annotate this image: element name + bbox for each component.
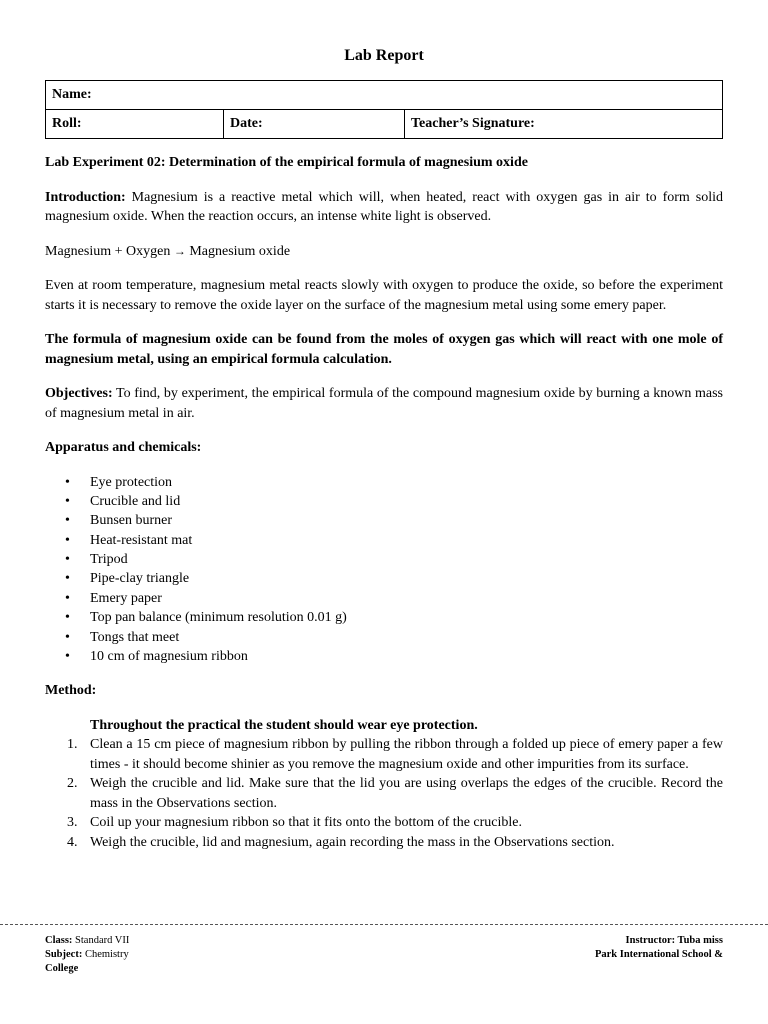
list-item: • Heat-resistant mat	[45, 531, 723, 550]
bullet-icon: •	[65, 474, 70, 490]
bullet-icon: •	[65, 532, 70, 548]
bullet-icon: •	[65, 629, 70, 645]
list-item: • Top pan balance (minimum resolution 0.01 g)	[45, 608, 723, 627]
objectives-paragraph	[45, 384, 723, 423]
safety-instruction: Throughout the practical the student should wear eye protection.	[90, 717, 478, 733]
method-steps	[45, 735, 723, 852]
formula-paragraph: The formula of magnesium oxide can be found from the moles of oxygen gas which will react with one mole of magnesium metal, using an empirical formula calculation.	[45, 332, 723, 367]
footer-class-info	[45, 934, 165, 976]
instructor-text: Instructor: Tuba miss	[625, 935, 723, 946]
student-info-table	[45, 80, 723, 139]
room-temp-paragraph: Even at room temperature, magnesium metal reacts slowly with oxygen to produce the oxide, so before the experiment starts it is necessary to remove the oxide layer on the surface of the magnesium metal using some emery paper.	[45, 278, 723, 313]
footer-instructor-info	[523, 934, 723, 962]
class-label: Class:	[45, 935, 73, 946]
list-item: 2. Weigh the crucible and lid. Make sure that the lid you are using overlaps the edges of the crucible. Record the mass in the Observations section.	[67, 776, 723, 811]
apparatus-list	[45, 473, 723, 667]
list-item: • Eye protection	[45, 473, 723, 492]
bullet-icon: •	[65, 552, 70, 568]
introduction-text: Magnesium is a reactive metal which will, when heated, react with oxygen gas in air to form solid magnesium oxide. When the reaction occurs, an intense white light is observed.	[45, 189, 723, 224]
list-item: • Tongs that meet	[45, 628, 723, 647]
objectives-label: Objectives:	[45, 386, 113, 401]
school-text: Park International School &	[594, 949, 723, 960]
footer-divider	[0, 924, 768, 925]
page-title: Lab Report	[344, 47, 424, 64]
list-item: 1. Clean a 15 cm piece of magnesium ribbon by pulling the ribbon through a folded up piece of emery paper a few times - it should become shinier as you remove the magnesium oxide and other impurities from its surface.	[67, 737, 723, 772]
list-item: • Pipe-clay triangle	[45, 569, 723, 588]
list-item: • Tripod	[45, 550, 723, 569]
subject-value: Chemistry	[82, 949, 129, 960]
list-item: 4. Weigh the crucible, lid and magnesium, again recording the mass in the Observations section.	[67, 834, 615, 850]
objectives-text: To find, by experiment, the empirical formula of the compound magnesium oxide by burning a known mass of magnesium metal in air.	[45, 386, 723, 421]
bullet-icon: •	[65, 590, 70, 606]
list-item: • Bunsen burner	[45, 511, 723, 530]
list-item: 3. Coil up your magnesium ribbon so that it fits onto the bottom of the crucible.	[67, 815, 522, 831]
name-cell: Name:	[46, 81, 723, 110]
method-heading: Method:	[45, 683, 97, 699]
arrow-icon: →	[173, 243, 186, 258]
list-item: • Emery paper	[45, 589, 723, 608]
college-text: College	[45, 963, 79, 974]
introduction-label: Introduction:	[45, 189, 126, 205]
equation-reactants: Magnesium + Oxygen	[45, 243, 171, 259]
report-body	[45, 153, 723, 852]
bullet-icon: •	[65, 493, 70, 509]
introduction-paragraph	[45, 188, 723, 227]
signature-cell: Teacher’s Signature:	[405, 110, 723, 139]
bullet-icon: •	[65, 571, 70, 587]
bullet-icon: •	[65, 513, 70, 529]
list-item: • 10 cm of magnesium ribbon	[45, 647, 723, 666]
roll-cell: Roll:	[46, 110, 224, 139]
bullet-icon: •	[65, 610, 70, 626]
experiment-title: Lab Experiment 02: Determination of the empirical formula of magnesium oxide	[45, 155, 528, 170]
subject-label: Subject:	[45, 949, 83, 960]
class-value: Standard VII	[72, 935, 130, 946]
equation-product: Magnesium oxide	[189, 243, 291, 259]
list-item: • Crucible and lid	[45, 492, 723, 511]
apparatus-heading: Apparatus and chemicals:	[45, 440, 202, 455]
bullet-icon: •	[65, 649, 70, 665]
word-equation	[45, 242, 723, 262]
date-cell: Date:	[224, 110, 405, 139]
